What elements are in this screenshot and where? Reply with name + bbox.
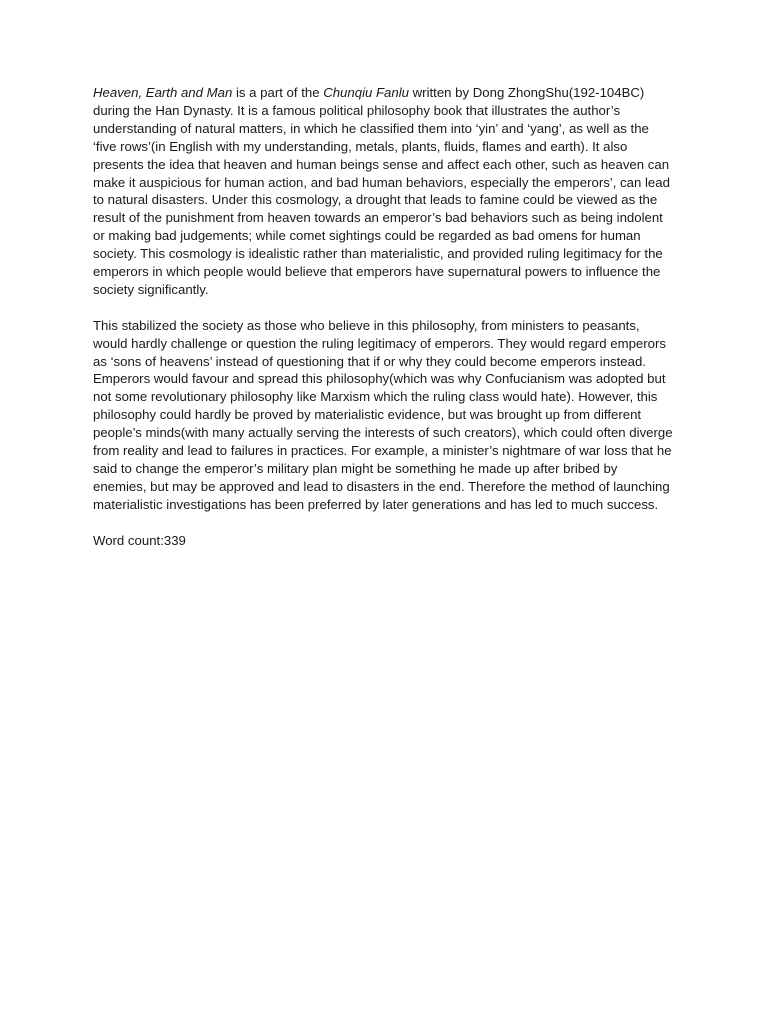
- paragraph-1: [93, 84, 673, 299]
- document-body: [93, 84, 673, 550]
- source-title: Chunqiu Fanlu: [323, 85, 409, 100]
- paragraph-2: This stabilized the society as those who believe in this philosophy, from ministers to peasants, would hardly challenge or question the ruling legitimacy of emperors. They would regard emperors as ‘sons of heavens’ instead of questioning that if or why they could become emperors instead. Emperors would favour and spread this philosophy(which was why Confucianism was adopted but not some revolutionary philosophy like Marxism which the ruling class would hate). However, this philosophy could hardly be proved by materialistic evidence, but was brought up from different people’s minds(with many actually serving the interests of such creators), which could often diverge from reality and lead to failures in practices. For example, a minister’s nightmare of war loss that he said to change the emperor’s military plan might be something he made up after bribed by enemies, but may be approved and lead to disasters in the end. Therefore the method of launching materialistic investigations has been preferred by later generations and has led to much success.: [93, 317, 673, 512]
- paragraph-1-text-b: written by Dong ZhongShu(192-104BC) during the Han Dynasty. It is a famous political philosophy book that illustrates the author’s understanding of natural matters, in which he classified them into ‘yin’ and ‘yang’, as well as the ‘five rows’(in English with my understanding, metals, plants, fluids, flames and earth). It also presents the idea that heaven and human beings sense and affect each other, such as heaven can make it auspicious for human action, and bad human behaviors, especially the emperors’, can lead to natural disasters. Under this cosmology, a drought that leads to famine could be viewed as the result of the punishment from heaven towards an emperor’s bad behaviors such as being indolent or making bad judgements; while comet sightings could be regarded as bad omens for human society. This cosmology is idealistic rather than materialistic, and provided ruling legitimacy for the emperors in which people would believe that emperors have supernatural powers to influence the society significantly.: [93, 85, 670, 297]
- paragraph-1-text-a: is a part of the: [232, 85, 324, 100]
- book-title: Heaven, Earth and Man: [93, 85, 233, 100]
- word-count: Word count:339: [93, 532, 186, 548]
